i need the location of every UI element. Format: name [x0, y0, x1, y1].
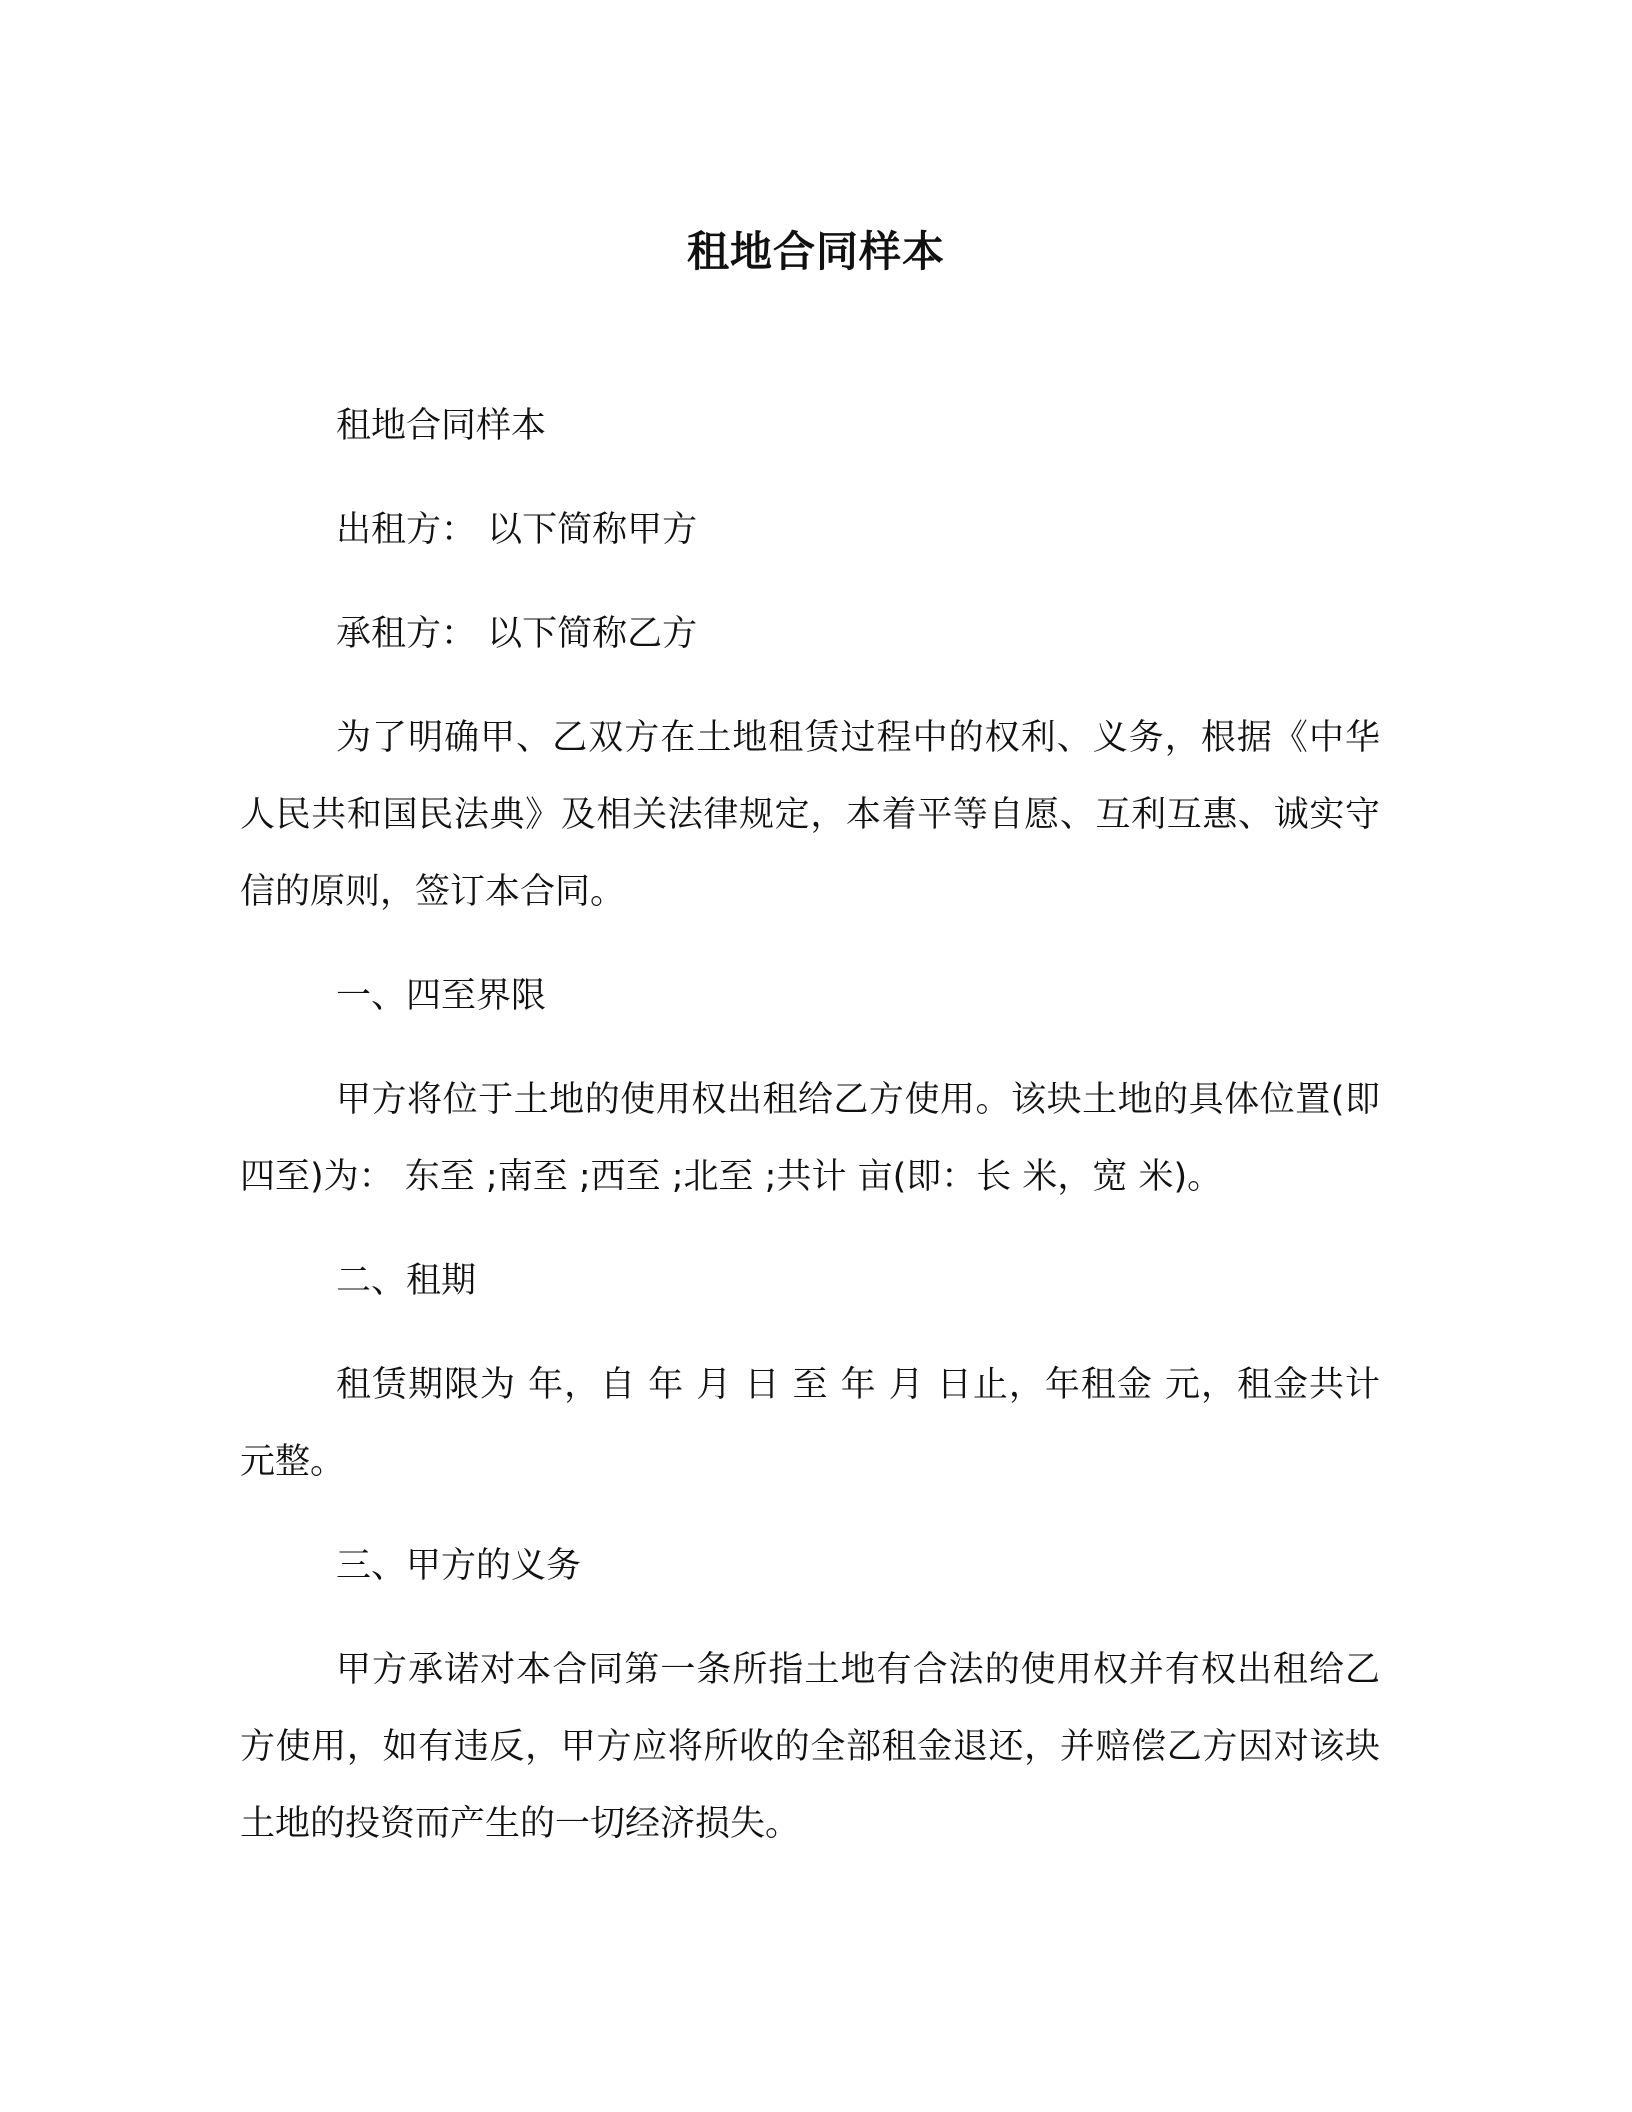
document-body	[240, 388, 1380, 1890]
section-heading-boundaries: 一、四至界限	[336, 976, 547, 1016]
paragraph-subtitle: 租地合同样本	[336, 406, 547, 446]
paragraph-preamble: 为了明确甲、乙双方在土地租赁过程中的权利、义务，根据《中华人民共和国民法典》及相关法律规定，本着平等自愿、互利互惠、诚实守信的原则，签订本合同。	[240, 718, 1380, 912]
section-heading-lessor-obligations: 三、甲方的义务	[336, 1546, 582, 1586]
paragraph-boundaries: 甲方将位于土地的使用权出租给乙方使用。该块土地的具体位置(即四至)为： 东至 ;南至 ;西至 ;北至 ;共计 亩(即：长 米，宽 米)。	[240, 1080, 1380, 1197]
section-heading-term: 二、租期	[336, 1261, 477, 1301]
paragraph-lessor-obligations: 甲方承诺对本合同第一条所指土地有合法的使用权并有权出租给乙方使用，如有违反，甲方应将所收的全部租金退还，并赔偿乙方因对该块土地的投资而产生的一切经济损失。	[240, 1650, 1380, 1844]
paragraph-lessee: 承租方： 以下简称乙方	[336, 614, 698, 654]
paragraph-lessor: 出租方： 以下简称甲方	[336, 510, 698, 550]
paragraph-term: 租赁期限为 年，自 年 月 日 至 年 月 日止，年租金 元，租金共计 元整。	[240, 1365, 1380, 1482]
document-title: 租地合同样本	[686, 227, 945, 276]
